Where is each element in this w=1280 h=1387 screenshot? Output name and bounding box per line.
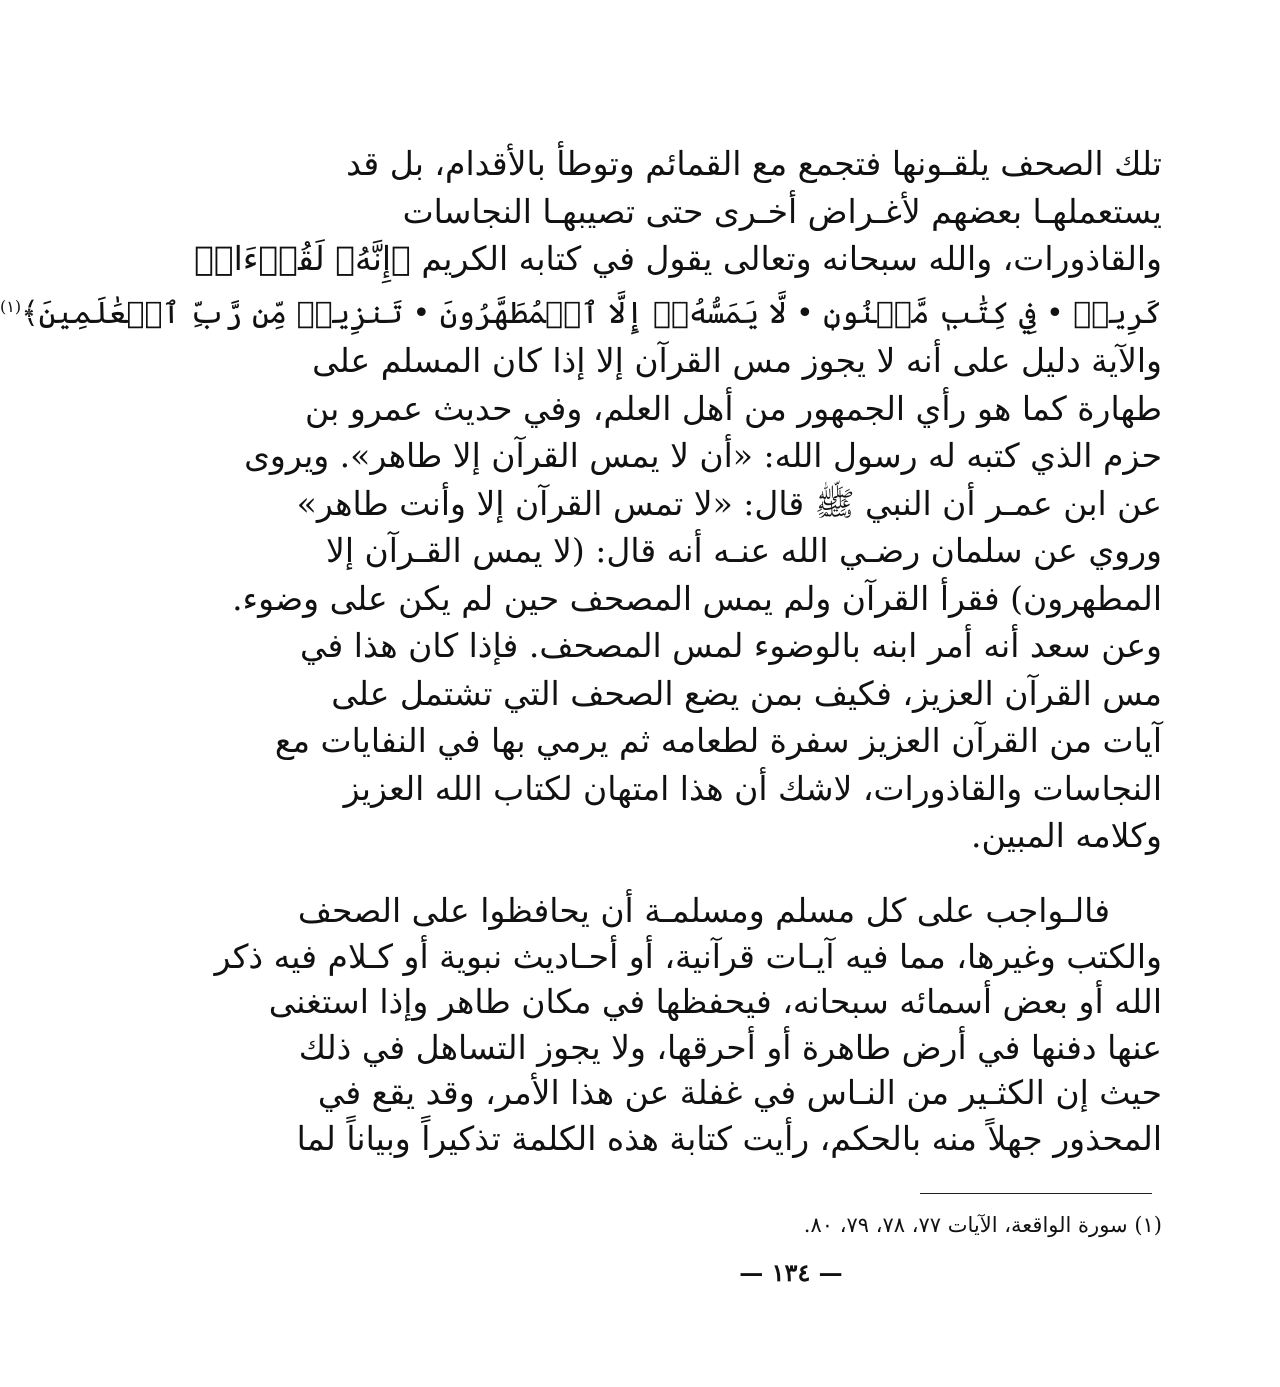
text-line: حيث إن الكثـير من النـاس في غفلة عن هذا الأمر، وقد يقع في — [317, 1073, 1162, 1112]
quran-verse-text: كَرِيمٞ • فِي كِتَٰبٖ مَّكۡنُونٖ • لَّا يَمَسُّهُۥٓ إِلَّا ٱلۡمُطَهَّرُونَ • تَنزِيلٞ مِّن رَّبِّ ٱلۡعَٰلَمِينَ﴾ — [21, 295, 1162, 331]
text-line: عن ابن عمـر أن النبي ﷺ قال: «لا تمس القرآن إلا وأنت طاهر» — [296, 483, 1162, 523]
footnote-marker: (١) — [0, 296, 22, 316]
text-line: المحذور جهلاً منه بالحكم، رأيت كتابة هذه الكلمة تذكيراً وبياناً لما — [296, 1118, 1162, 1158]
text-line: والآية دليل على أنه لا يجوز مس القرآن إلا إذا كان المسلم على — [312, 341, 1162, 380]
text-line: وعن سعد أنه أمر ابنه بالوضوء لمس المصحف. فإذا كان هذا في — [300, 626, 1162, 665]
quran-verse-line — [0, 283, 1162, 338]
text-line: المطهرون) فقرأ القرآن ولم يمس المصحف حين لم يكن على وضوء. — [232, 578, 1162, 618]
text-line: عنها دفنها في أرض طاهرة أو أحرقها، ولا يجوز التساهل في ذلك — [298, 1027, 1162, 1067]
text-line: طهارة كما هو رأي الجمهور من أهل العلم، وفي حديث عمرو بن — [305, 388, 1162, 428]
text-line: والكتب وغيرها، مما فيه آيـات قرآنية، أو أحـاديث نبوية أو كـلام فيه ذكر — [214, 936, 1162, 976]
text-line: يستعملهـا بعضهم لأغـراض أخـرى حتى تصيبهـا النجاسات — [402, 191, 1162, 231]
footnote: (١) سورة الواقعة، الآيات ٧٧، ٧٨، ٧٩، ٨٠. — [803, 1213, 1162, 1237]
text-line: والقاذورات، والله سبحانه وتعالى يقول في كتابه الكريم ﴿إِنَّهُۥ لَقُرۡءَانٞ — [194, 239, 1162, 278]
text-line: مس القرآن العزيز، فكيف بمن يضع الصحف التي تشتمل على — [331, 673, 1162, 713]
footnote-divider — [920, 1193, 1152, 1194]
paragraph-1 — [0, 140, 1162, 860]
text-line: تلك الصحف يلقـونها فتجمع مع القمائم وتوطأ بالأقدام، بل قد — [346, 144, 1162, 183]
page-number: — ١٣٤ — — [739, 1258, 843, 1287]
text-line: فالـواجب على كل مسلم ومسلمـة أن يحافظوا على الصحف — [297, 891, 1110, 930]
paragraph-2 — [214, 888, 1162, 1161]
text-line: آيات من القرآن العزيز سفرة لطعامه ثم يرمي بها في النفايات مع — [274, 721, 1162, 760]
text-line: الله أو بعض أسمائه سبحانه، فيحفظها في مكان طاهر وإذا استغنى — [268, 982, 1162, 1021]
text-line: النجاسات والقاذورات، لاشك أن هذا امتهان لكتاب الله العزيز — [343, 768, 1162, 808]
text-line: وكلامه المبين. — [970, 816, 1162, 855]
text-line: حزم الذي كتبه له رسول الله: «أن لا يمس القرآن إلا طاهر». ويروى — [244, 436, 1162, 475]
text-line: وروي عن سلمان رضـي الله عنـه أنه قال: (لا يمس القـرآن إلا — [326, 531, 1162, 570]
